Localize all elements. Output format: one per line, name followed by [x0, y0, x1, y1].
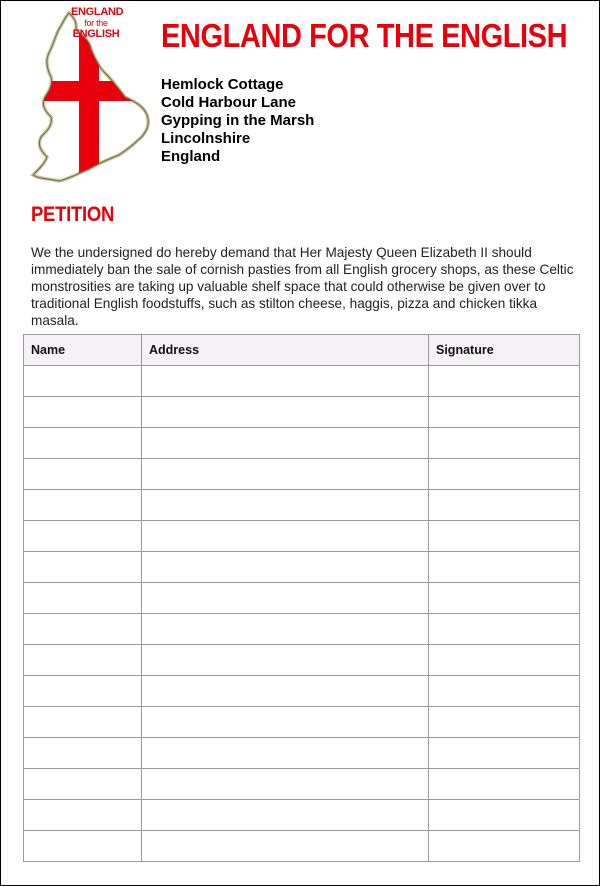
- name-cell[interactable]: [24, 459, 142, 490]
- address-line: Cold Harbour Lane: [161, 94, 297, 111]
- address-block: [161, 76, 314, 166]
- name-cell[interactable]: [24, 552, 142, 583]
- table-row: [24, 800, 580, 831]
- address-cell[interactable]: [142, 552, 429, 583]
- address-line: Lincolnshire: [161, 130, 251, 147]
- petition-heading: PETITION: [31, 203, 115, 226]
- name-cell[interactable]: [24, 707, 142, 738]
- signature-cell[interactable]: [429, 614, 580, 645]
- name-cell[interactable]: [24, 521, 142, 552]
- table-row: [24, 645, 580, 676]
- signature-cell[interactable]: [429, 831, 580, 862]
- table-row: [24, 459, 580, 490]
- page-title: ENGLAND FOR THE ENGLISH: [161, 17, 568, 54]
- column-header-signature: Signature: [429, 335, 580, 366]
- signature-rows: [24, 366, 580, 862]
- signature-cell[interactable]: [429, 552, 580, 583]
- signature-cell[interactable]: [429, 521, 580, 552]
- address-cell[interactable]: [142, 800, 429, 831]
- address-cell[interactable]: [142, 459, 429, 490]
- address-cell[interactable]: [142, 769, 429, 800]
- table-row: [24, 428, 580, 459]
- column-header-address: Address: [142, 335, 429, 366]
- address-line: England: [161, 148, 221, 165]
- signature-cell[interactable]: [429, 645, 580, 676]
- name-cell[interactable]: [24, 428, 142, 459]
- table-row: [24, 831, 580, 862]
- column-header-name: Name: [24, 335, 142, 366]
- address-cell[interactable]: [142, 397, 429, 428]
- address-cell[interactable]: [142, 614, 429, 645]
- signature-cell[interactable]: [429, 583, 580, 614]
- address-cell[interactable]: [142, 707, 429, 738]
- address-line: Gypping in the Marsh: [161, 112, 315, 129]
- table-row: [24, 676, 580, 707]
- address-cell[interactable]: [142, 521, 429, 552]
- table-row: [24, 366, 580, 397]
- address-cell[interactable]: [142, 366, 429, 397]
- signature-cell[interactable]: [429, 428, 580, 459]
- signature-cell[interactable]: [429, 800, 580, 831]
- table-row: [24, 583, 580, 614]
- logo-text-english: ENGLISH: [72, 28, 120, 40]
- name-cell[interactable]: [24, 397, 142, 428]
- name-cell[interactable]: [24, 583, 142, 614]
- signature-table: [23, 334, 580, 862]
- table-row: [24, 397, 580, 428]
- name-cell[interactable]: [24, 831, 142, 862]
- table-row: [24, 552, 580, 583]
- signature-cell[interactable]: [429, 459, 580, 490]
- address-cell[interactable]: [142, 490, 429, 521]
- name-cell[interactable]: [24, 738, 142, 769]
- petition-text: We the undersigned do hereby demand that Her Majesty Queen Elizabeth II should immediately ban the sale of cornish pasties from all English grocery shops, as these Celtic monstrosities are taking up valuable shelf space that could otherwise be given over to traditional English foodstuffs, such as stilton cheese, haggis, pizza and chicken tikka masala.: [31, 245, 574, 328]
- table-row: [24, 490, 580, 521]
- signature-cell[interactable]: [429, 707, 580, 738]
- logo-text-for-the: for the: [84, 18, 108, 28]
- table-row: [24, 707, 580, 738]
- signature-cell[interactable]: [429, 769, 580, 800]
- table-row: [24, 769, 580, 800]
- signature-cell[interactable]: [429, 738, 580, 769]
- name-cell[interactable]: [24, 645, 142, 676]
- name-cell[interactable]: [24, 769, 142, 800]
- table-row: [24, 521, 580, 552]
- table-row: [24, 614, 580, 645]
- name-cell[interactable]: [24, 614, 142, 645]
- address-cell[interactable]: [142, 676, 429, 707]
- signature-cell[interactable]: [429, 676, 580, 707]
- address-cell[interactable]: [142, 738, 429, 769]
- name-cell[interactable]: [24, 366, 142, 397]
- address-line: Hemlock Cottage: [161, 76, 284, 93]
- logo-text-england: ENGLAND: [71, 6, 124, 18]
- address-cell[interactable]: [142, 645, 429, 676]
- signature-cell[interactable]: [429, 366, 580, 397]
- name-cell[interactable]: [24, 490, 142, 521]
- table-header-row: [24, 335, 580, 366]
- name-cell[interactable]: [24, 676, 142, 707]
- signature-cell[interactable]: [429, 397, 580, 428]
- address-cell[interactable]: [142, 583, 429, 614]
- signature-cell[interactable]: [429, 490, 580, 521]
- name-cell[interactable]: [24, 800, 142, 831]
- table-row: [24, 738, 580, 769]
- address-cell[interactable]: [142, 428, 429, 459]
- address-cell[interactable]: [142, 831, 429, 862]
